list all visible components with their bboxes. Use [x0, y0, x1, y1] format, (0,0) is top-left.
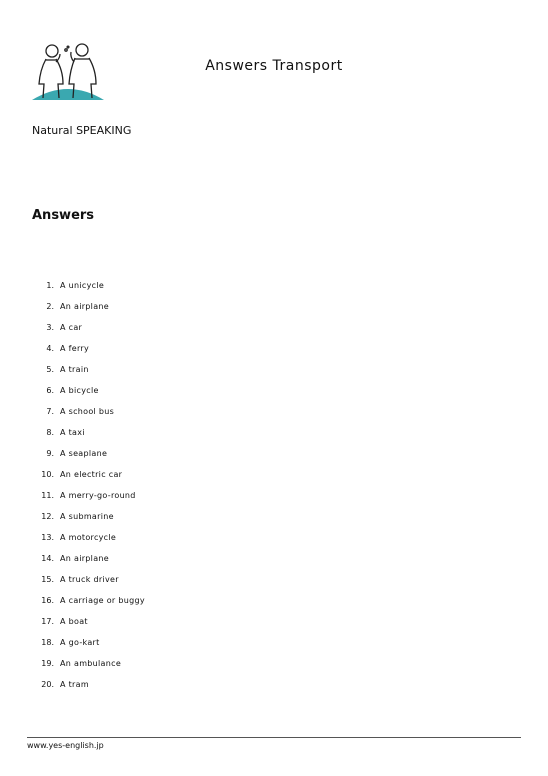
list-item-number: 18.	[41, 638, 54, 647]
document-title	[0, 58, 548, 74]
list-item	[0, 323, 145, 344]
list-item-text: A school bus	[60, 407, 115, 416]
list-item-text: A car	[60, 323, 83, 332]
list-item-text: A motorcycle	[60, 533, 117, 542]
list-item	[0, 617, 145, 638]
list-item	[0, 302, 145, 323]
list-item-number: 6.	[46, 386, 54, 395]
list-item-text: A truck driver	[60, 575, 119, 584]
list-item-number: 8.	[46, 428, 54, 437]
list-item-text: A boat	[60, 617, 88, 626]
list-item-number: 1.	[46, 281, 54, 290]
list-item-text: An airplane	[60, 554, 109, 563]
list-item-text: A ferry	[60, 344, 90, 353]
list-item	[0, 659, 145, 680]
list-item-text: A unicycle	[60, 281, 105, 290]
list-item-text: A go-kart	[60, 638, 100, 647]
list-item-number: 19.	[41, 659, 54, 668]
footer-divider	[27, 737, 521, 738]
subtitle: Natural SPEAKING	[32, 124, 132, 137]
list-item-text: A submarine	[60, 512, 114, 521]
list-item	[0, 428, 145, 449]
list-item-text: A seaplane	[60, 449, 108, 458]
list-item-text: A tram	[60, 680, 89, 689]
list-item	[0, 512, 145, 533]
list-item-text: An electric car	[60, 470, 123, 479]
list-item	[0, 470, 145, 491]
section-heading: Answers	[32, 208, 95, 223]
list-item	[0, 533, 145, 554]
list-item-number: 16.	[41, 596, 54, 605]
list-item-number: 5.	[46, 365, 54, 374]
list-item-number: 4.	[46, 344, 54, 353]
list-item-number: 10.	[41, 470, 54, 479]
list-item	[0, 365, 145, 386]
list-item-number: 12.	[41, 512, 54, 521]
list-item-number: 20.	[41, 680, 54, 689]
list-item-number: 13.	[41, 533, 54, 542]
list-item-number: 9.	[46, 449, 54, 458]
list-item	[0, 575, 145, 596]
list-item-text: A taxi	[60, 428, 85, 437]
list-item-number: 14.	[41, 554, 54, 563]
list-item-number: 2.	[46, 302, 54, 311]
list-item	[0, 281, 145, 302]
list-item	[0, 596, 145, 617]
list-item-number: 15.	[41, 575, 54, 584]
list-item-number: 17.	[41, 617, 54, 626]
list-item	[0, 344, 145, 365]
list-item-text: An ambulance	[60, 659, 122, 668]
list-item	[0, 680, 145, 701]
list-item	[0, 449, 145, 470]
list-item-text: A merry-go-round	[60, 491, 136, 500]
list-item-text: An airplane	[60, 302, 109, 311]
footer-url: www.yes-english.jp	[27, 741, 104, 750]
list-item-text: A carriage or buggy	[60, 596, 145, 605]
list-item	[0, 638, 145, 659]
list-item	[0, 386, 145, 407]
list-item-number: 7.	[46, 407, 54, 416]
list-item	[0, 491, 145, 512]
list-item	[0, 407, 145, 428]
document-title-text: Answers Transport	[205, 58, 343, 74]
list-item	[0, 554, 145, 575]
list-item-text: A train	[60, 365, 89, 374]
list-item-text: A bicycle	[60, 386, 99, 395]
list-item-number: 11.	[41, 491, 54, 500]
list-item-number: 3.	[46, 323, 54, 332]
answer-list	[0, 281, 145, 701]
